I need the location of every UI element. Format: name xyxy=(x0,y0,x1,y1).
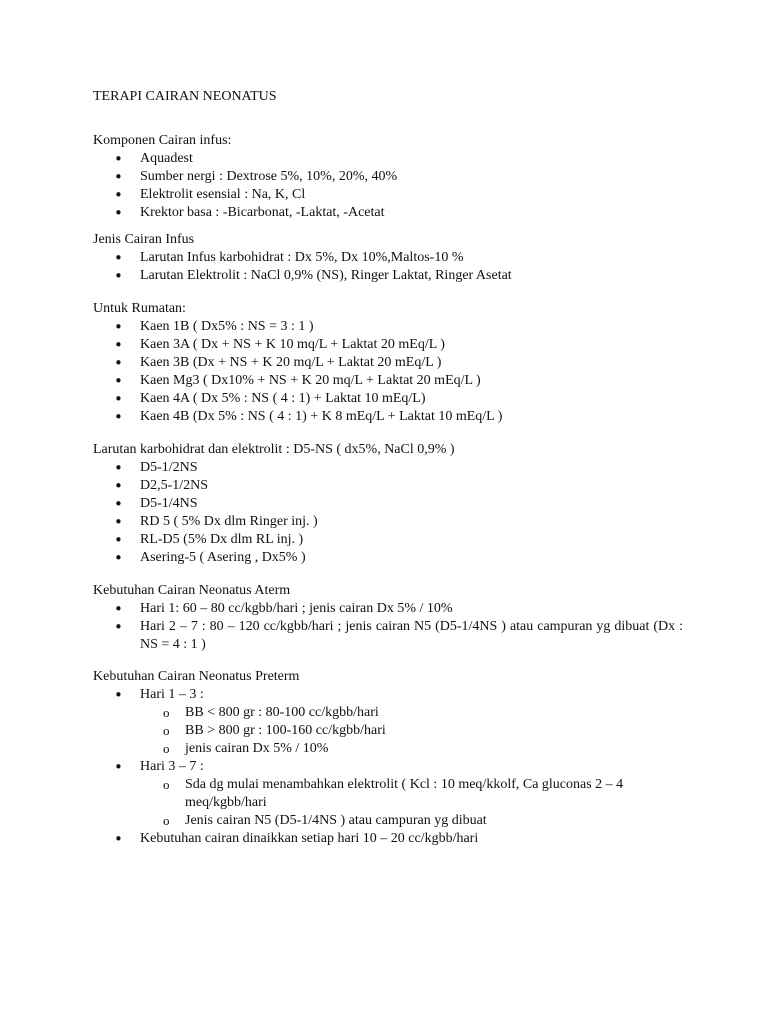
section-aterm xyxy=(93,582,683,654)
section-jenis xyxy=(93,231,683,285)
bullet-list xyxy=(93,600,683,654)
section-heading: Kebutuhan Cairan Neonatus Preterm xyxy=(93,669,300,684)
section-rumatan xyxy=(93,300,683,426)
section-preterm xyxy=(93,668,683,848)
sub-list-item: o jenis cairan Dx 5% / 10% xyxy=(93,740,683,758)
list-item: • D5-1/4NS xyxy=(93,495,683,513)
section-komponen xyxy=(93,132,683,222)
bullet-list xyxy=(93,249,683,285)
list-item-hari-1-3 xyxy=(93,686,683,704)
list-item: • Asering-5 ( Asering , Dx5% ) xyxy=(93,549,683,567)
list-item: • Kaen 4A ( Dx 5% : NS ( 4 : 1) + Laktat 10 mEq/L) xyxy=(93,390,683,408)
sub-list-item: o Jenis cairan N5 (D5-1/4NS ) atau campuran yg dibuat xyxy=(93,812,683,830)
list-item: • Aquadest xyxy=(93,150,683,168)
list-item: • Kaen 3A ( Dx + NS + K 10 mq/L + Laktat 20 mEq/L ) xyxy=(93,336,683,354)
section-heading: Larutan karbohidrat dan elektrolit : D5-NS ( dx5%, NaCl 0,9% ) xyxy=(93,442,455,457)
list-item-label: Hari 1 – 3 : xyxy=(140,687,204,702)
document-title: TERAPI CAIRAN NEONATUS xyxy=(93,89,277,104)
list-item: • Larutan Infus karbohidrat : Dx 5%, Dx 10%,Maltos-10 % xyxy=(93,249,683,267)
sub-list-item: o BB < 800 gr : 80-100 cc/kgbb/hari xyxy=(93,704,683,722)
sub-list-item: o BB > 800 gr : 100-160 cc/kgbb/hari xyxy=(93,722,683,740)
section-larutan xyxy=(93,441,683,567)
list-item: • Kaen 4B (Dx 5% : NS ( 4 : 1) + K 8 mEq/L + Laktat 10 mEq/L ) xyxy=(93,408,683,426)
list-item: • Kaen Mg3 ( Dx10% + NS + K 20 mq/L + Laktat 20 mEq/L ) xyxy=(93,372,683,390)
list-item-label: Hari 3 – 7 : xyxy=(140,759,204,774)
section-heading: Jenis Cairan Infus xyxy=(93,232,195,247)
list-item: • D5-1/2NS xyxy=(93,459,683,477)
bullet-list xyxy=(93,150,683,222)
list-item-hari-3-7 xyxy=(93,758,683,776)
bullet-list xyxy=(93,318,683,426)
list-item: • Hari 2 – 7 : 80 – 120 cc/kgbb/hari ; jenis cairan N5 (D5-1/4NS ) atau campuran yg dibuat (Dx : NS = 4 : 1 ) xyxy=(93,618,683,654)
section-heading: Untuk Rumatan: xyxy=(93,301,186,316)
list-item: • D2,5-1/2NS xyxy=(93,477,683,495)
list-item: • Krektor basa : -Bicarbonat, -Laktat, -Acetat xyxy=(93,204,683,222)
list-item: • Hari 1: 60 – 80 cc/kgbb/hari ; jenis cairan Dx 5% / 10% xyxy=(93,600,683,618)
list-item: • Kebutuhan cairan dinaikkan setiap hari 10 – 20 cc/kgbb/hari xyxy=(93,830,683,848)
bullet-list xyxy=(93,459,683,567)
list-item: • RL-D5 (5% Dx dlm RL inj. ) xyxy=(93,531,683,549)
bullet-list xyxy=(93,686,683,848)
list-item: • Kaen 1B ( Dx5% : NS = 3 : 1 ) xyxy=(93,318,683,336)
list-item: • Kaen 3B (Dx + NS + K 20 mq/L + Laktat 20 mEq/L ) xyxy=(93,354,683,372)
list-item: • Larutan Elektrolit : NaCl 0,9% (NS), Ringer Laktat, Ringer Asetat xyxy=(93,267,683,285)
list-item: • Elektrolit esensial : Na, K, Cl xyxy=(93,186,683,204)
list-item: • Sumber nergi : Dextrose 5%, 10%, 20%, 40% xyxy=(93,168,683,186)
section-heading: Kebutuhan Cairan Neonatus Aterm xyxy=(93,583,291,598)
section-heading: Komponen Cairan infus: xyxy=(93,133,232,148)
list-item: • RD 5 ( 5% Dx dlm Ringer inj. ) xyxy=(93,513,683,531)
sub-list-item: o Sda dg mulai menambahkan elektrolit ( Kcl : 10 meq/kkolf, Ca gluconas 2 – 4 meq/kgbb/hari xyxy=(93,776,683,812)
